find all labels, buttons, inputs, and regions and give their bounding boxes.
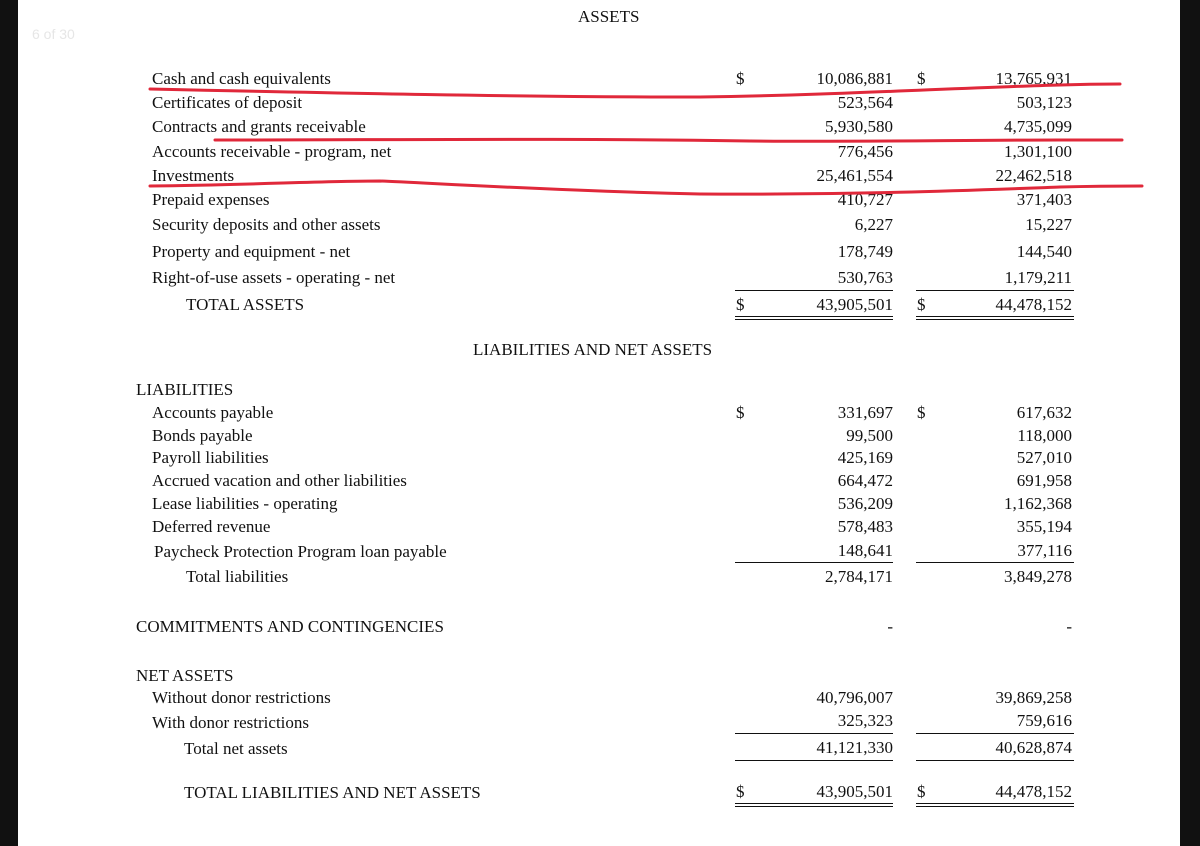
asset-value-year1: 25,461,554 (816, 166, 893, 185)
subtotal-rule (735, 733, 893, 734)
subtotal-rule (916, 290, 1074, 291)
asset-value-year2: 22,462,518 (995, 166, 1072, 185)
asset-label: Property and equipment - net (152, 242, 351, 261)
total-net-assets-year2: 40,628,874 (995, 738, 1072, 757)
liability-label: Lease liabilities - operating (152, 494, 338, 513)
net-asset-value-year2: 759,616 (1016, 711, 1072, 730)
asset-value-year2: 15,227 (1025, 215, 1072, 234)
currency-symbol: $ (917, 403, 926, 422)
asset-value-year2: 4,735,099 (1004, 117, 1072, 136)
asset-label: Certificates of deposit (152, 93, 303, 112)
grand-total-year1: 43,905,501 (816, 782, 893, 801)
liability-value-year1: 664,472 (837, 471, 893, 490)
total-assets-year1: 43,905,501 (816, 295, 893, 314)
asset-value-year1: 178,749 (837, 242, 893, 261)
asset-label: Cash and cash equivalents (152, 69, 331, 88)
currency-symbol: $ (736, 69, 745, 88)
currency-symbol: $ (736, 782, 745, 801)
asset-value-year2: 503,123 (1016, 93, 1072, 112)
liability-value-year1: 425,169 (837, 448, 893, 467)
asset-value-year2: 13,765,931 (995, 69, 1072, 88)
asset-value-year1: 6,227 (854, 215, 893, 234)
liability-label: Accounts payable (152, 403, 274, 422)
total-liabilities-year1: 2,784,171 (825, 567, 893, 586)
net-asset-value-year2: 39,869,258 (995, 688, 1072, 707)
liability-value-year1: 578,483 (837, 517, 893, 536)
asset-value-year1: 776,456 (837, 142, 893, 161)
total-assets-label: TOTAL ASSETS (186, 295, 305, 314)
subtotal-rule (735, 290, 893, 291)
commitments-year1: - (887, 617, 893, 636)
asset-value-year2: 1,179,211 (1004, 268, 1072, 287)
liability-label: Paycheck Protection Program loan payable (154, 542, 447, 561)
total-double-rule (735, 316, 893, 320)
liabilities-net-assets-heading: LIABILITIES AND NET ASSETS (473, 340, 713, 359)
currency-symbol: $ (736, 403, 745, 422)
grand-total-year2: 44,478,152 (995, 782, 1072, 801)
subtotal-rule (735, 760, 893, 761)
total-double-rule (916, 803, 1074, 807)
subtotal-rule (916, 562, 1074, 563)
asset-label: Investments (152, 166, 235, 185)
net-assets-heading: NET ASSETS (136, 666, 234, 685)
asset-value-year1: 523,564 (837, 93, 893, 112)
page-indicator: 6 of 30 (32, 26, 75, 42)
total-net-assets-year1: 41,121,330 (816, 738, 893, 757)
total-assets-year2: 44,478,152 (995, 295, 1072, 314)
asset-label: Prepaid expenses (152, 190, 270, 209)
total-liabilities-year2: 3,849,278 (1004, 567, 1072, 586)
net-asset-value-year1: 325,323 (837, 711, 893, 730)
total-liabilities-label: Total liabilities (186, 567, 289, 586)
currency-symbol: $ (736, 295, 745, 314)
total-double-rule (916, 316, 1074, 320)
asset-label: Accounts receivable - program, net (152, 142, 392, 161)
liability-value-year2: 118,000 (1017, 426, 1072, 445)
assets-heading: ASSETS (578, 7, 640, 26)
net-asset-value-year1: 40,796,007 (816, 688, 893, 707)
liability-value-year2: 355,194 (1016, 517, 1072, 536)
liability-value-year1: 99,500 (846, 426, 893, 445)
liability-value-year1: 148,641 (837, 541, 893, 560)
liability-value-year2: 617,632 (1016, 403, 1072, 422)
asset-value-year2: 144,540 (1016, 242, 1072, 261)
asset-value-year1: 530,763 (837, 268, 893, 287)
subtotal-rule (916, 733, 1074, 734)
asset-value-year1: 10,086,881 (816, 69, 893, 88)
asset-value-year2: 1,301,100 (1004, 142, 1072, 161)
asset-label: Right-of-use assets - operating - net (152, 268, 396, 287)
currency-symbol: $ (917, 295, 926, 314)
commitments-heading: COMMITMENTS AND CONTINGENCIES (136, 617, 444, 636)
total-net-assets-label: Total net assets (184, 739, 288, 758)
asset-label: Contracts and grants receivable (152, 117, 366, 136)
currency-symbol: $ (917, 69, 926, 88)
liability-value-year1: 331,697 (837, 403, 893, 422)
asset-label: Security deposits and other assets (152, 215, 381, 234)
liability-value-year2: 527,010 (1016, 448, 1072, 467)
total-double-rule (735, 803, 893, 807)
subtotal-rule (916, 760, 1074, 761)
liability-value-year2: 691,958 (1016, 471, 1072, 490)
subtotal-rule (735, 562, 893, 563)
grand-total-label: TOTAL LIABILITIES AND NET ASSETS (184, 783, 481, 802)
liabilities-heading: LIABILITIES (136, 380, 234, 399)
asset-value-year1: 410,727 (837, 190, 893, 209)
currency-symbol: $ (917, 782, 926, 801)
liability-value-year1: 536,209 (837, 494, 893, 513)
liability-label: Bonds payable (152, 426, 253, 445)
asset-value-year2: 371,403 (1016, 190, 1072, 209)
liability-label: Deferred revenue (152, 517, 271, 536)
liability-value-year2: 1,162,368 (1004, 494, 1072, 513)
net-asset-label: With donor restrictions (152, 713, 310, 732)
asset-value-year1: 5,930,580 (825, 117, 893, 136)
liability-value-year2: 377,116 (1017, 541, 1072, 560)
net-asset-label: Without donor restrictions (152, 688, 331, 707)
commitments-year2: - (1066, 617, 1072, 636)
liability-label: Payroll liabilities (152, 448, 269, 467)
liability-label: Accrued vacation and other liabilities (152, 471, 407, 490)
